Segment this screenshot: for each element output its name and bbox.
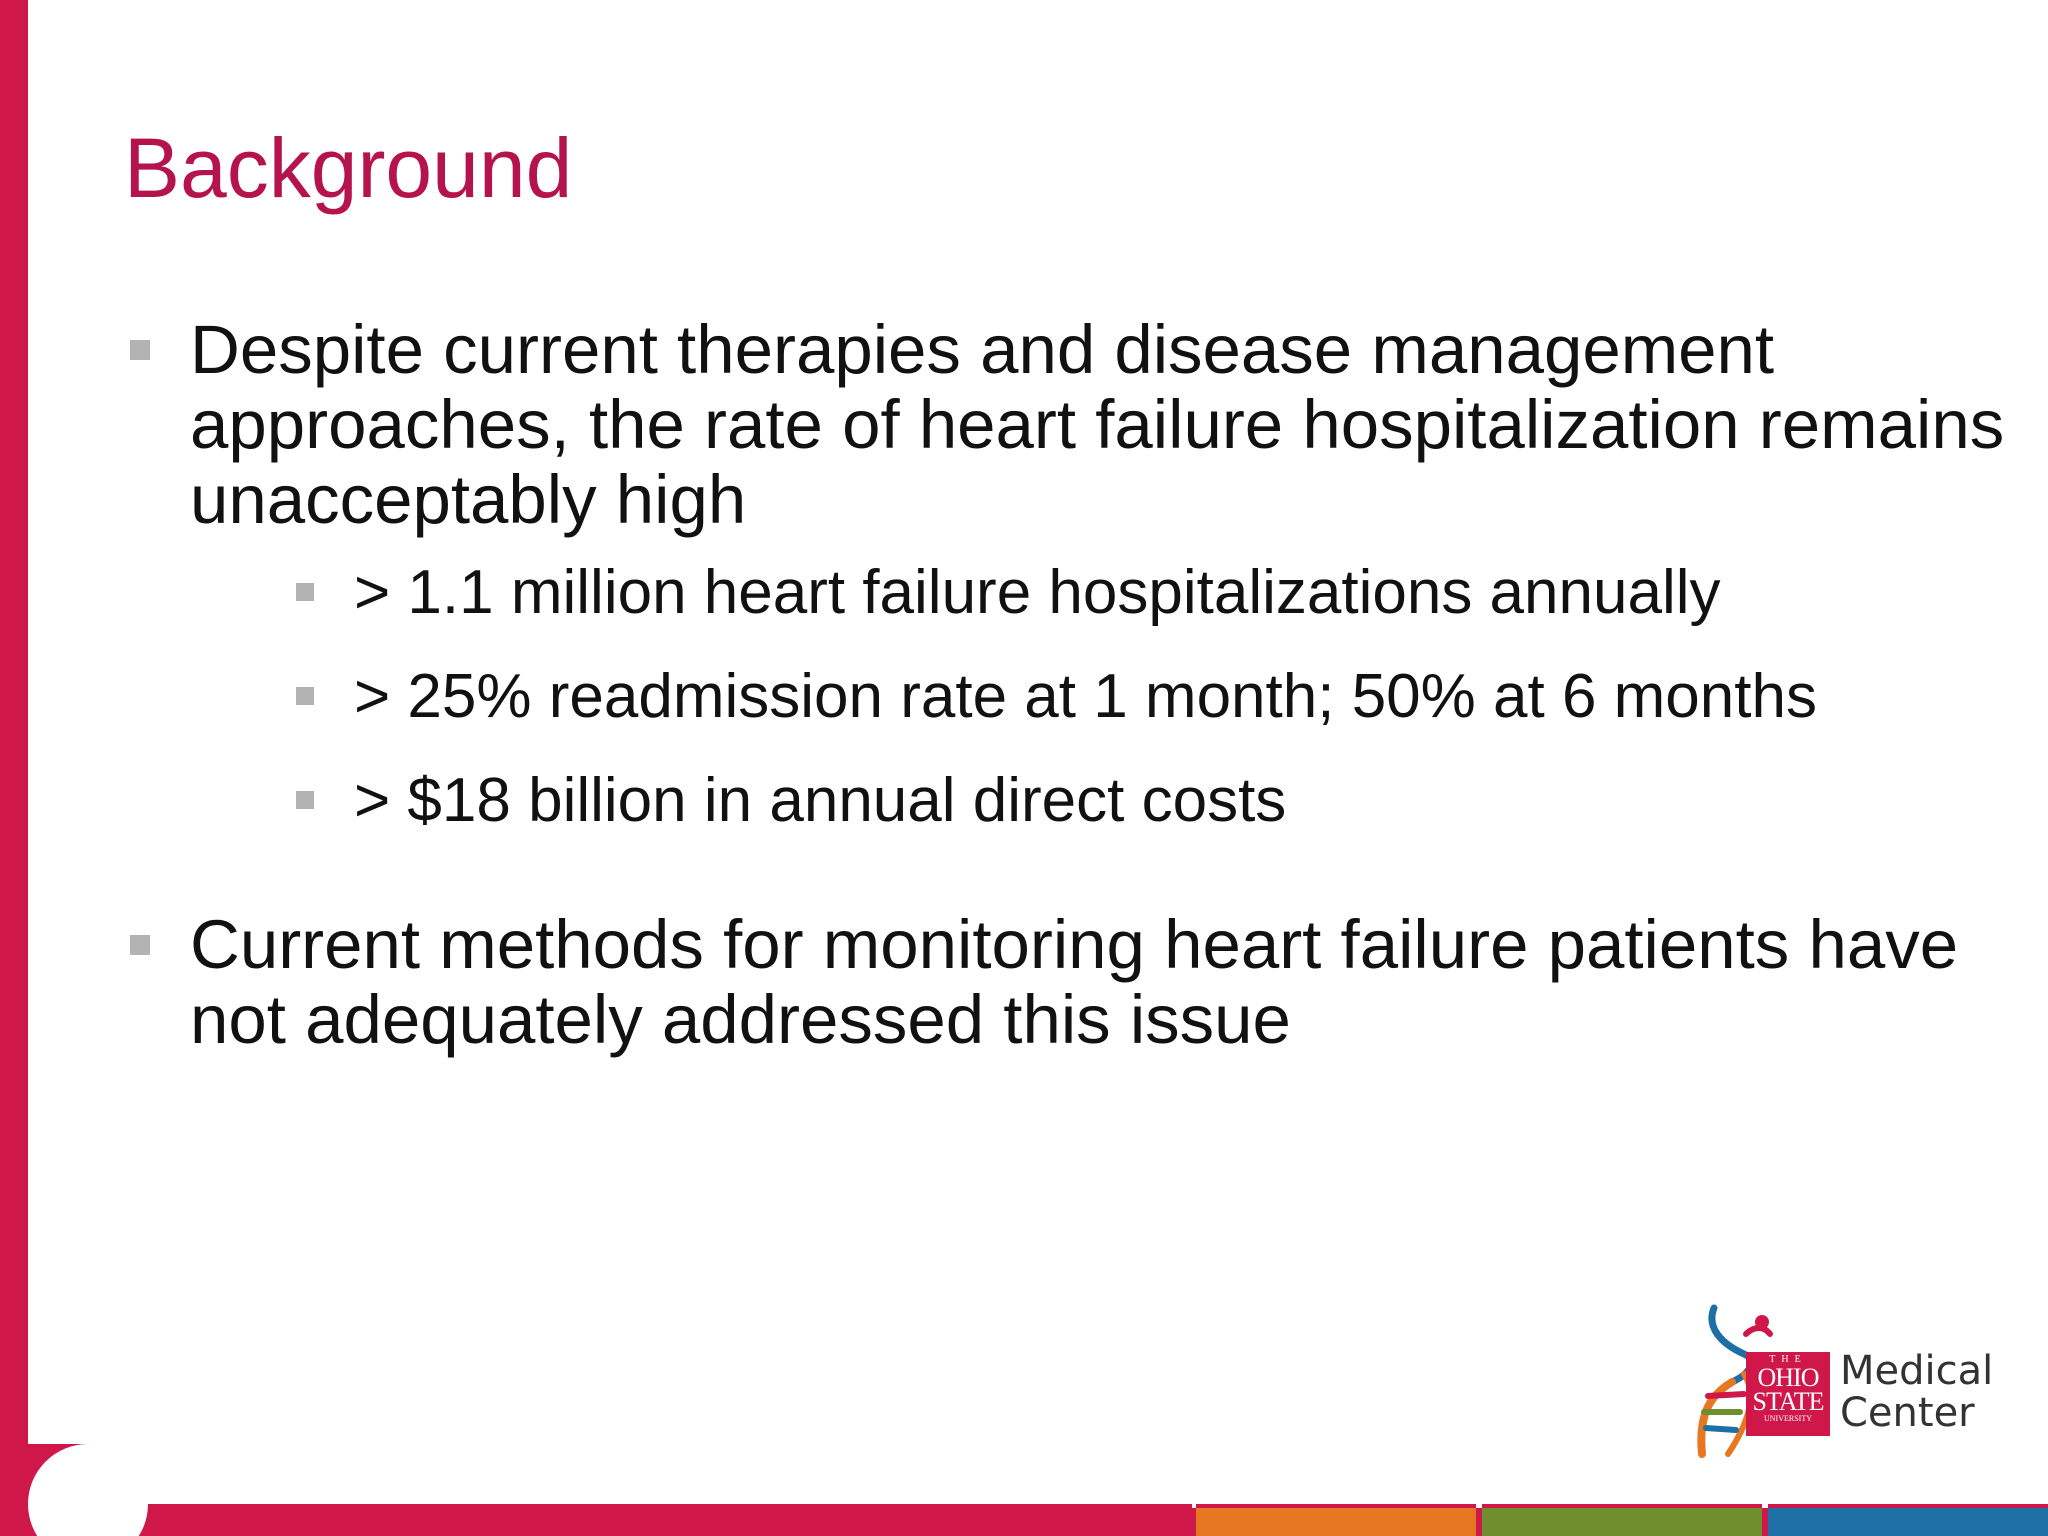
- accent-bar-orange: [1196, 1508, 1476, 1536]
- sub-bullet-list: [190, 553, 2008, 841]
- bullet-item: [128, 907, 2008, 1057]
- slide-title: Background: [124, 121, 573, 215]
- frame-left-bar: [0, 0, 28, 1536]
- square-bullet-icon: [296, 791, 314, 809]
- logo-line-center: Center: [1840, 1390, 1975, 1436]
- sub-bullet-text: > $18 billion in annual direct costs: [354, 766, 1287, 835]
- sub-bullet-text: > 25% readmission rate at 1 month; 50% at 6 months: [354, 662, 1817, 731]
- accent-bar-blue: [1768, 1508, 2048, 1536]
- seal-state-text: STATE: [1752, 1387, 1824, 1416]
- seal-university-text: UNIVERSITY: [1764, 1414, 1812, 1423]
- ohio-state-seal: [1746, 1352, 1830, 1436]
- accent-bar-green: [1482, 1508, 1762, 1536]
- sub-bullet-item: [292, 553, 2008, 633]
- sub-bullet-text: > 1.1 million heart failure hospitalizations annually: [354, 558, 1721, 627]
- seal-ohio-text: OHIO: [1757, 1363, 1819, 1392]
- sub-bullet-item: [292, 761, 2008, 841]
- seal-the-text: THE: [1769, 1354, 1807, 1365]
- square-bullet-icon: [130, 935, 150, 955]
- bullet-text: Despite current therapies and disease management approaches, the rate of heart failure hospitalization remains unacceptably high: [190, 311, 2005, 538]
- ohio-state-medical-center-logo: [1688, 1304, 2008, 1464]
- square-bullet-icon: [130, 340, 150, 360]
- square-bullet-icon: [296, 687, 314, 705]
- logo-line-medical: Medical: [1840, 1348, 1994, 1394]
- frame-rounded-corner: [28, 1444, 88, 1504]
- sub-bullet-item: [292, 657, 2008, 737]
- square-bullet-icon: [296, 583, 314, 601]
- bullet-item: [128, 312, 2008, 841]
- bullet-text: Current methods for monitoring heart failure patients have not adequately addressed this issue: [190, 906, 1959, 1058]
- bullet-list: [128, 312, 2008, 1057]
- logo-wordmark: [1840, 1350, 1993, 1434]
